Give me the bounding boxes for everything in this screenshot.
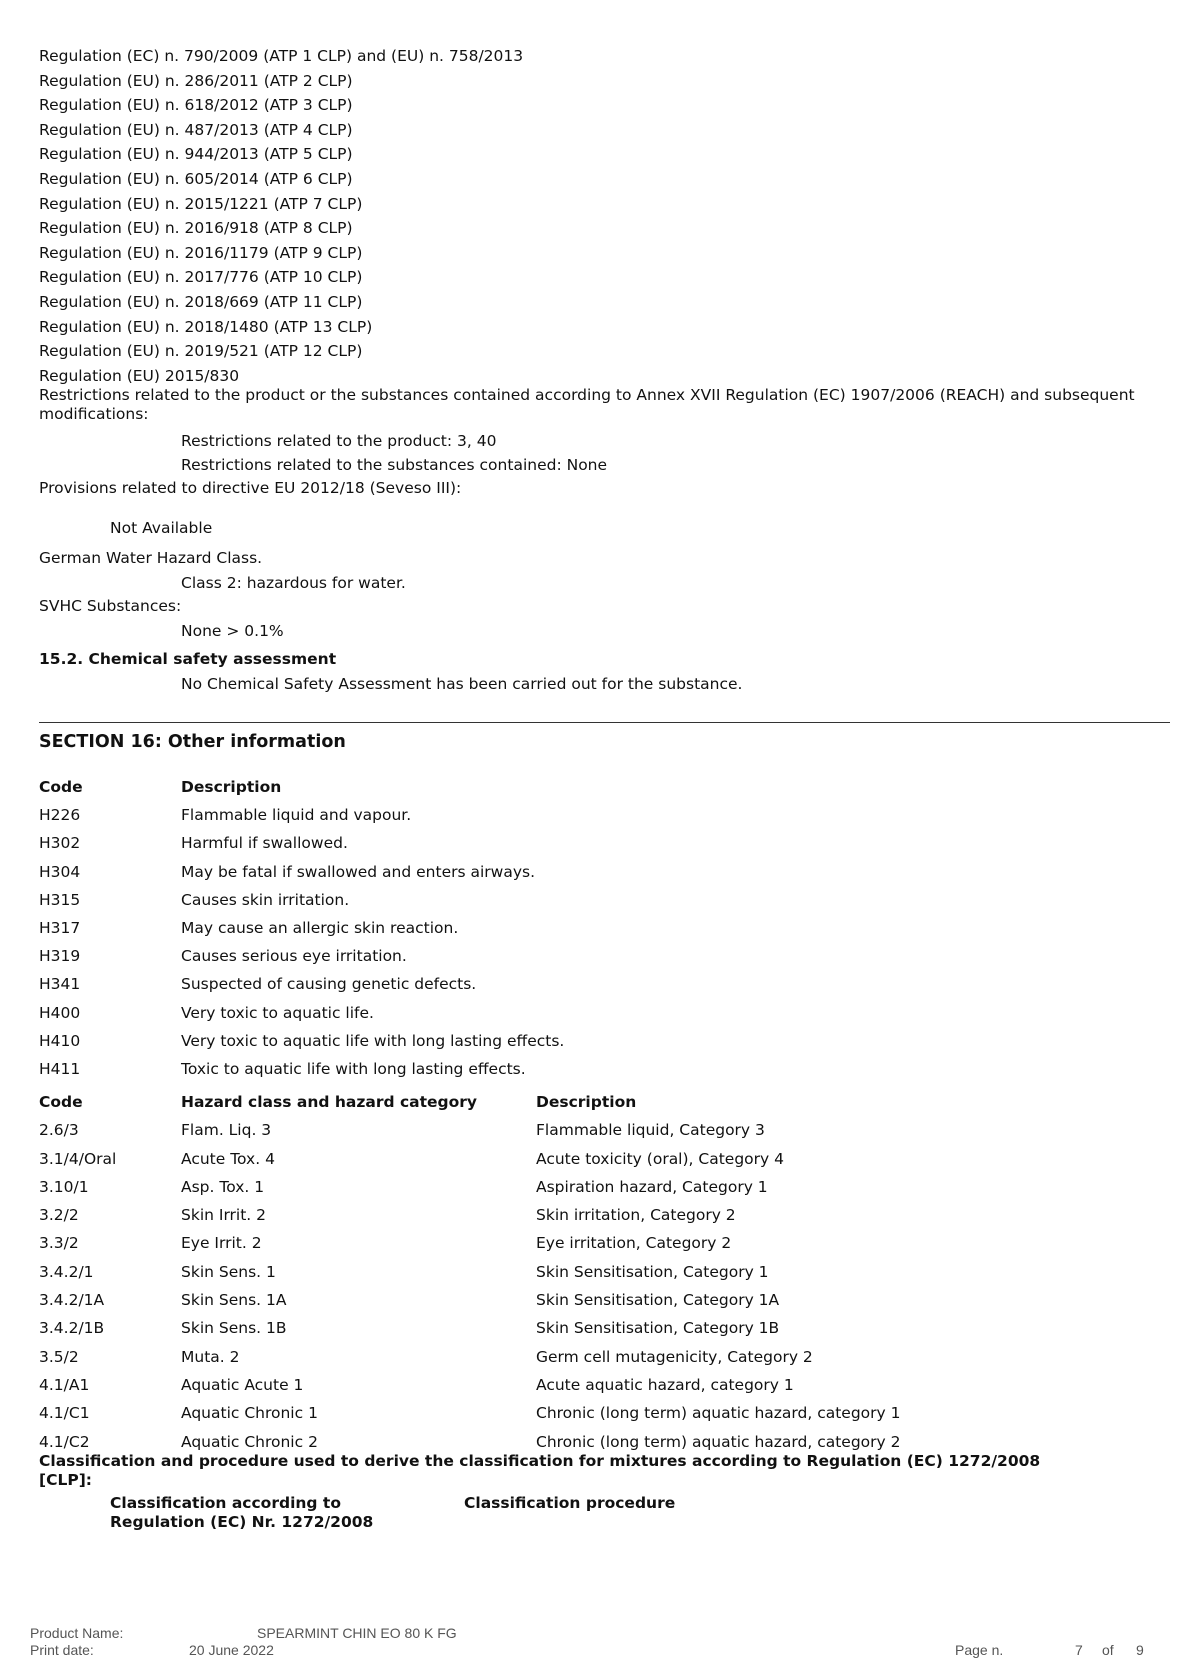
hazard-code: H304: [39, 862, 81, 881]
class-description: Skin Sensitisation, Category 1A: [536, 1291, 780, 1310]
print-date-label: Print date:: [30, 1642, 94, 1658]
table-row: [39, 1116, 1139, 1144]
table-row: [39, 1027, 1139, 1055]
table-row: [39, 1055, 1139, 1083]
regulation-item: Regulation (EU) n. 2018/1480 (ATP 13 CLP): [39, 317, 373, 336]
hazard-description: Suspected of causing genetic defects.: [181, 975, 477, 994]
hazard-code: H400: [39, 1003, 81, 1022]
class-category: Skin Sens. 1: [181, 1262, 276, 1281]
hazard-description: May be fatal if swallowed and enters airways.: [181, 862, 536, 881]
table-row: [39, 970, 1139, 998]
class-code: 3.1/4/Oral: [39, 1149, 117, 1168]
section-16-title: SECTION 16: Other information: [39, 732, 346, 752]
product-name-value: SPEARMINT CHIN EO 80 K FG: [257, 1625, 457, 1641]
table-row: [39, 914, 1139, 942]
hazard-description: Very toxic to aquatic life with long lasting effects.: [181, 1031, 565, 1050]
hazard-code: H341: [39, 975, 81, 994]
print-date-value: 20 June 2022: [189, 1642, 274, 1658]
water-hazard-heading: German Water Hazard Class.: [39, 549, 263, 567]
svhc-heading: SVHC Substances:: [39, 597, 182, 615]
class-category: Aquatic Chronic 1: [181, 1404, 318, 1423]
class-description: Skin irritation, Category 2: [536, 1206, 736, 1225]
table-row: [39, 1399, 1139, 1427]
header-code: Code: [39, 778, 83, 796]
page-total: 9: [1136, 1642, 1144, 1658]
class-category: Flam. Liq. 3: [181, 1121, 272, 1140]
class-code: 4.1/C1: [39, 1404, 90, 1423]
table-row: [39, 829, 1139, 857]
regulation-item: Regulation (EU) n. 286/2011 (ATP 2 CLP): [39, 71, 353, 90]
class-category: Asp. Tox. 1: [181, 1177, 265, 1196]
header-category: Hazard class and hazard category: [181, 1093, 478, 1111]
regulation-item: Regulation (EU) n. 2019/521 (ATP 12 CLP): [39, 342, 363, 361]
regulation-item: Regulation (EU) n. 2015/1221 (ATP 7 CLP): [39, 194, 363, 213]
classification-heading: Classification and procedure used to derive the classification for mixtures according to Regulation (EC) 1272/2008 [CLP]:: [39, 1452, 1041, 1489]
hazard-code: H410: [39, 1031, 81, 1050]
class-code: 3.4.2/1: [39, 1262, 94, 1281]
regulation-item: Regulation (EU) n. 2017/776 (ATP 10 CLP): [39, 268, 363, 287]
hazard-code: H315: [39, 890, 81, 909]
page-label: Page n.: [955, 1642, 1004, 1658]
table-row: [39, 999, 1139, 1027]
class-description: Acute toxicity (oral), Category 4: [536, 1149, 784, 1168]
class-description: Germ cell mutagenicity, Category 2: [536, 1347, 813, 1366]
table-header: [39, 773, 1139, 801]
water-hazard-value: Class 2: hazardous for water.: [181, 574, 406, 592]
hazard-description: May cause an allergic skin reaction.: [181, 918, 459, 937]
class-description: Aspiration hazard, Category 1: [536, 1177, 768, 1196]
csa-value: No Chemical Safety Assessment has been carried out for the substance.: [181, 675, 743, 693]
table-row: [39, 1145, 1139, 1173]
regulation-item: Regulation (EC) n. 790/2009 (ATP 1 CLP) and (EU) n. 758/2013: [39, 47, 524, 65]
class-category: Eye Irrit. 2: [181, 1234, 262, 1253]
hazard-description: Flammable liquid and vapour.: [181, 806, 412, 825]
class-code: 3.5/2: [39, 1347, 79, 1366]
class-category: Skin Sens. 1B: [181, 1319, 287, 1338]
restrictions-heading: Restrictions related to the product or the substances contained according to Annex XVII Regulation (EC) 1907/2006 (REACH) and subsequent modifications:: [39, 386, 1135, 423]
hazard-description: Toxic to aquatic life with long lasting effects.: [181, 1059, 526, 1078]
classification-col1: Classification according to Regulation (EC) Nr. 1272/2008: [110, 1494, 374, 1531]
table-row: [39, 886, 1139, 914]
csa-heading: 15.2. Chemical safety assessment: [39, 650, 337, 668]
table-header: [39, 1088, 1139, 1116]
hazard-description: Causes serious eye irritation.: [181, 947, 407, 966]
regulation-item: Regulation (EU) n. 2018/669 (ATP 11 CLP): [39, 292, 363, 311]
hazard-statements-table: [39, 773, 1139, 1083]
hazard-code: H226: [39, 806, 81, 825]
section-divider: [39, 722, 1170, 723]
page-of: of: [1102, 1642, 1114, 1658]
class-description: Acute aquatic hazard, category 1: [536, 1375, 794, 1394]
class-code: 3.4.2/1A: [39, 1291, 105, 1310]
class-description: Chronic (long term) aquatic hazard, category 1: [536, 1404, 901, 1423]
regulation-item: Regulation (EU) n. 944/2013 (ATP 5 CLP): [39, 145, 353, 164]
header-description: Description: [181, 778, 282, 796]
hazard-description: Very toxic to aquatic life.: [181, 1003, 374, 1022]
table-row: [39, 1371, 1139, 1399]
hazard-description: Causes skin irritation.: [181, 890, 350, 909]
table-row: [39, 1173, 1139, 1201]
table-row: [39, 1343, 1139, 1371]
seveso-value: Not Available: [110, 519, 213, 537]
header-code: Code: [39, 1093, 83, 1111]
header-description: Description: [536, 1093, 637, 1111]
regulation-item: Regulation (EU) n. 2016/1179 (ATP 9 CLP): [39, 243, 363, 262]
class-code: 3.3/2: [39, 1234, 79, 1253]
restrictions-substances: Restrictions related to the substances contained: None: [181, 456, 608, 474]
class-code: 3.10/1: [39, 1177, 89, 1196]
class-code: 3.2/2: [39, 1206, 79, 1225]
classification-col2: Classification procedure: [464, 1494, 676, 1512]
restrictions-product: Restrictions related to the product: 3, 40: [181, 432, 497, 450]
regulation-item: Regulation (EU) n. 487/2013 (ATP 4 CLP): [39, 120, 353, 139]
product-name-label: Product Name:: [30, 1625, 124, 1641]
hazard-code: H411: [39, 1059, 81, 1078]
class-description: Eye irritation, Category 2: [536, 1234, 732, 1253]
table-row: [39, 801, 1139, 829]
table-row: [39, 1201, 1139, 1229]
regulation-item: Regulation (EU) n. 605/2014 (ATP 6 CLP): [39, 169, 353, 188]
regulation-list: [39, 44, 1159, 388]
table-row: [39, 942, 1139, 970]
table-row: [39, 1286, 1139, 1314]
class-category: Skin Irrit. 2: [181, 1206, 267, 1225]
class-code: 3.4.2/1B: [39, 1319, 105, 1338]
class-code: 2.6/3: [39, 1121, 79, 1140]
hazard-class-table: [39, 1088, 1139, 1456]
class-category: Muta. 2: [181, 1347, 240, 1366]
class-category: Skin Sens. 1A: [181, 1291, 287, 1310]
seveso-heading: Provisions related to directive EU 2012/18 (Seveso III):: [39, 479, 462, 497]
regulation-item: Regulation (EU) 2015/830: [39, 366, 240, 385]
table-row: [39, 1229, 1139, 1257]
hazard-code: H317: [39, 918, 81, 937]
class-description: Flammable liquid, Category 3: [536, 1121, 765, 1140]
regulation-item: Regulation (EU) n. 2016/918 (ATP 8 CLP): [39, 219, 353, 238]
table-row: [39, 1314, 1139, 1342]
regulation-item: Regulation (EU) n. 618/2012 (ATP 3 CLP): [39, 96, 353, 115]
class-description: Chronic (long term) aquatic hazard, category 2: [536, 1432, 901, 1451]
table-row: [39, 858, 1139, 886]
svhc-value: None > 0.1%: [181, 622, 284, 640]
hazard-code: H302: [39, 834, 81, 853]
class-description: Skin Sensitisation, Category 1B: [536, 1319, 780, 1338]
class-category: Aquatic Acute 1: [181, 1375, 304, 1394]
hazard-code: H319: [39, 947, 81, 966]
class-category: Aquatic Chronic 2: [181, 1432, 318, 1451]
class-description: Skin Sensitisation, Category 1: [536, 1262, 769, 1281]
table-row: [39, 1258, 1139, 1286]
class-code: 4.1/A1: [39, 1375, 90, 1394]
class-category: Acute Tox. 4: [181, 1149, 275, 1168]
class-code: 4.1/C2: [39, 1432, 90, 1451]
hazard-description: Harmful if swallowed.: [181, 834, 348, 853]
page-current: 7: [1075, 1642, 1083, 1658]
